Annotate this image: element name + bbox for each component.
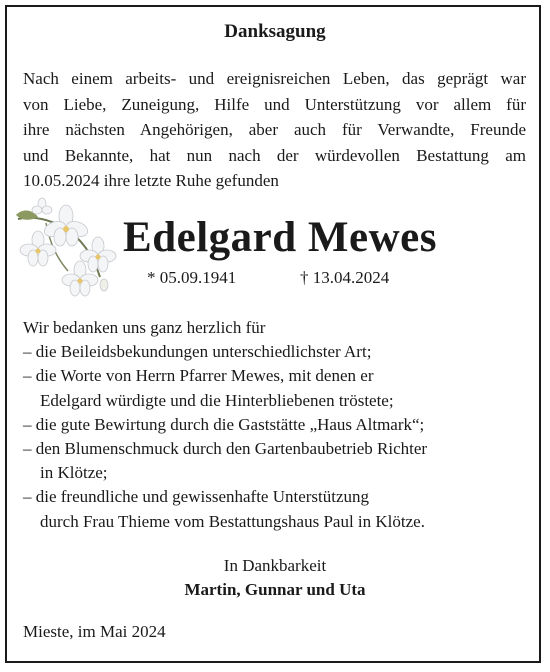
thanks-line: – den Blumenschmuck durch den Gartenbaubetrieb Richter [23, 439, 428, 459]
orchid-icon [16, 193, 124, 305]
thanks-line: – die Worte von Herrn Pfarrer Mewes, mit denen er [23, 366, 374, 386]
thanks-line: Wir bedanken uns ganz herzlich für [23, 318, 266, 337]
signatories: Martin, Gunnar und Uta [184, 580, 366, 599]
thanks-line: – die freundliche und gewissenhafte Unterstützung [23, 487, 370, 507]
thanks-line: – die gute Bewirtung durch die Gaststätte „Haus Altmark“; [23, 414, 425, 434]
intro-line: Nach einem arbeits- und ereignisreichen Leben, das geprägt war [23, 69, 526, 88]
intro-line: und Bekannte, hat nun nach der würdevollen Bestattung am [23, 145, 526, 165]
intro-line: von Liebe, Zuneigung, Hilfe und Unterstützung vor allem für [23, 94, 526, 114]
place-date: Mieste, im Mai 2024 [23, 622, 166, 641]
closing-block [0, 554, 550, 602]
intro-line: 10.05.2024 ihre letzte Ruhe gefunden [23, 171, 279, 190]
thanks-line: durch Frau Thieme vom Bestattungshaus Paul in Klötze. [40, 511, 425, 531]
thanks-line: Edelgard würdigte und die Hinterbliebenen tröstete; [40, 390, 394, 410]
deceased-name: Edelgard Mewes [123, 214, 437, 261]
thanks-list [23, 316, 533, 534]
closing-line: In Dankbarkeit [223, 556, 327, 575]
intro-line: ihre nächsten Angehörigen, aber auch für Verwandte, Freunde [23, 120, 526, 139]
intro-text [23, 66, 526, 194]
thanks-line: in Klötze; [40, 463, 108, 483]
birth-date: * 05.09.1941 [147, 268, 237, 287]
notice-heading: Danksagung [224, 21, 326, 42]
death-date: † 13.04.2024 [300, 268, 390, 287]
thanks-line: – die Beileidsbekundungen unterschiedlichster Art; [23, 342, 372, 362]
